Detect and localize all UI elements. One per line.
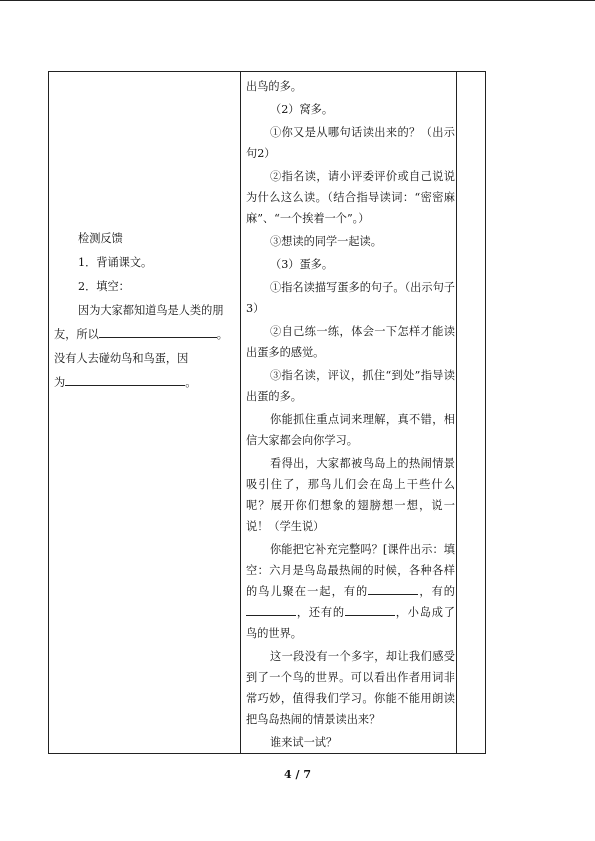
exercise-text: ，还有的 [296, 606, 345, 619]
fill-blank-line [246, 603, 296, 616]
fill-sentence-line [54, 371, 238, 395]
main-column-cell [241, 72, 457, 754]
header-rule [0, 0, 595, 1]
fill-blank-line [99, 325, 217, 338]
fill-text: 为 [54, 376, 66, 389]
fill-blank-line [345, 603, 395, 616]
paragraph: （3）蛋多。 [270, 258, 334, 271]
left-column-cell [49, 72, 241, 754]
notes-column-cell [457, 72, 486, 754]
paragraph: ③指名读，评议，抓住“到处”指导读出蛋的多。 [246, 369, 455, 403]
paragraph: 出鸟的多。 [246, 80, 302, 93]
paragraph: ②指名读，请小评委评价或自己说说为什么这么读。（结合指导读词：“密密麻麻”、“一个挨着一个”。） [246, 170, 455, 225]
fill-sentence-line [54, 323, 238, 347]
fill-text: 。 [185, 376, 197, 389]
fill-blank-line [65, 373, 185, 386]
lesson-plan-table [48, 71, 486, 754]
fill-text: 。 [216, 328, 228, 341]
paragraph: ③想读的同学一起读。 [270, 235, 382, 248]
exercise-text: ，有的 [418, 585, 455, 598]
fill-text: 友，所以 [54, 328, 99, 341]
fill-sentence-line: 因为大家都知道鸟是人类的朋 [78, 304, 224, 317]
teaching-process [246, 76, 455, 755]
feedback-item-fill: 2．填空： [78, 280, 130, 293]
paragraph: ①指名读描写蛋多的句子。（出示句子3） [246, 281, 455, 315]
paragraph: 谁来试一试？ [270, 736, 338, 749]
paragraph: ①你又是从哪句话读出来的？（出示句2） [246, 126, 455, 160]
feedback-heading: 检测反馈 [78, 232, 123, 245]
paragraph: 你能抓住重点词来理解，真不错，相信大家都会向你学习。 [246, 413, 455, 447]
exercise-text: 你能把它补充完整吗？[课件出示：填空：六月是鸟岛最热闹的时候，各种各样的鸟儿聚在一起，有的 [246, 543, 455, 598]
paragraph: 看得出，大家都被鸟岛上的热闹情景吸引住了，那鸟儿们会在岛上干些什么呢？展开你们想象的翅膀想一想，说一说！（学生说） [246, 457, 455, 533]
exercise-text: ，小岛成了鸟的世界。 [246, 606, 455, 640]
paragraph: 这一段没有一个多字，却让我们感受到了一个鸟的世界。可以看出作者用词非常巧妙，值得我们学习。你能不能用朗读把鸟岛热闹的情景读出来？ [246, 650, 455, 726]
page-number: 4 / 7 [284, 768, 311, 781]
fill-sentence-line: 没有人去碰幼鸟和鸟蛋，因 [54, 352, 189, 365]
paragraph: ②自己练一练，体会一下怎样才能读出蛋多的感觉。 [246, 325, 455, 359]
feedback-section [54, 227, 238, 395]
fill-exercise-paragraph [246, 539, 455, 644]
fill-blank-line [368, 582, 418, 595]
paragraph: （2）窝多。 [270, 103, 334, 116]
feedback-item-recite: 1．背诵课文。 [78, 256, 153, 269]
table-row [49, 72, 486, 754]
